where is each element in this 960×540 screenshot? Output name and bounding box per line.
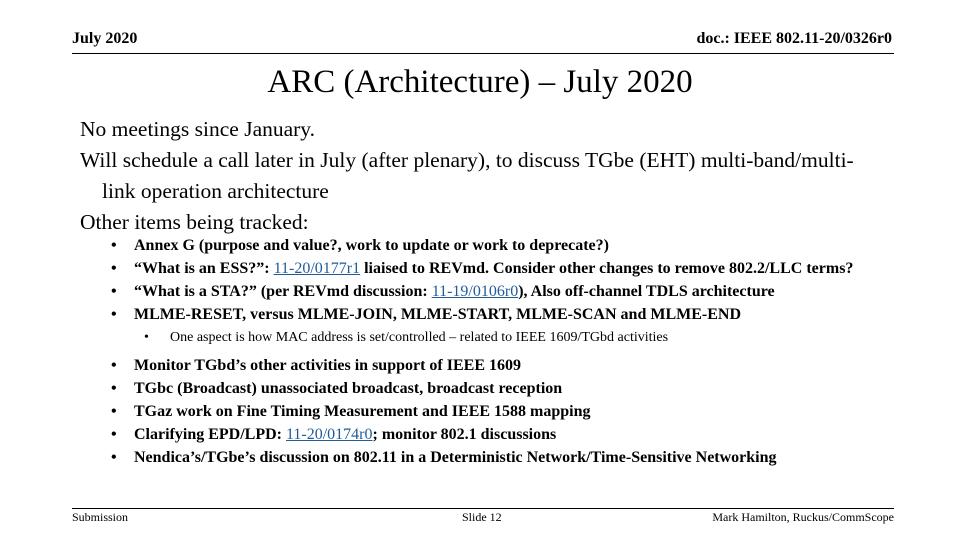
list-item-mlme: • MLME-RESET, versus MLME-JOIN, MLME-START, MLME-SCAN and MLME-END xyxy=(111,305,881,325)
list-item-ess xyxy=(111,259,881,279)
header-date: July 2020 xyxy=(72,30,138,47)
sta-text-post: ), Also off-channel TDLS architecture xyxy=(518,283,775,300)
list-item-annex-g: • Annex G (purpose and value?, work to update or work to deprecate?) xyxy=(111,236,881,256)
ess-doc-link[interactable]: 11-20/0177r1 xyxy=(273,260,361,277)
ess-text-post: liaised to REVmd. Consider other changes to remove 802.2/LLC terms? xyxy=(360,260,854,277)
list-item-tgbd: • Monitor TGbd’s other activities in support of IEEE 1609 xyxy=(111,356,881,376)
ess-text-pre: “What is an ESS?”: xyxy=(134,260,274,277)
epd-doc-link[interactable]: 11-20/0174r0 xyxy=(286,426,373,443)
epd-text-pre: Clarifying EPD/LPD: xyxy=(134,426,286,443)
list-item-mlme-sub: • One aspect is how MAC address is set/controlled – related to IEEE 1609/TGbd activities xyxy=(111,328,881,348)
footer-author: Mark Hamilton, Ruckus/CommScope xyxy=(712,510,894,524)
point-other-items: Other items being tracked: xyxy=(80,210,309,234)
footer-submission: Submission xyxy=(72,510,129,524)
list-item-tgbc: • TGbc (Broadcast) unassociated broadcast, broadcast reception xyxy=(111,379,881,399)
footer-divider xyxy=(72,508,894,509)
header-divider xyxy=(72,53,894,54)
header-doc-id: doc.: IEEE 802.11-20/0326r0 xyxy=(696,30,892,47)
sta-text-pre: “What is a STA?” (per REVmd discussion: xyxy=(134,283,432,300)
list-item-epd xyxy=(111,425,881,445)
footer-slide-number: Slide 12 xyxy=(462,510,502,524)
list-item-tgaz: • TGaz work on Fine Timing Measurement and IEEE 1588 mapping xyxy=(111,402,881,422)
point-no-meetings: No meetings since January. xyxy=(80,117,316,141)
list-item-nendica: • Nendica’s/TGbe’s discussion on 802.11 in a Deterministic Network/Time-Sensitive Networking xyxy=(111,448,881,468)
slide-title: ARC (Architecture) – July 2020 xyxy=(267,64,693,100)
point-schedule-call: Will schedule a call later in July (after plenary), to discuss TGbe (EHT) multi-band/multi-link operation architecture xyxy=(80,148,854,203)
epd-text-post: ; monitor 802.1 discussions xyxy=(372,426,557,443)
tracked-items-list xyxy=(111,236,881,471)
sta-doc-link[interactable]: 11-19/0106r0 xyxy=(431,283,519,300)
list-item-sta xyxy=(111,282,881,302)
main-points xyxy=(80,114,880,238)
